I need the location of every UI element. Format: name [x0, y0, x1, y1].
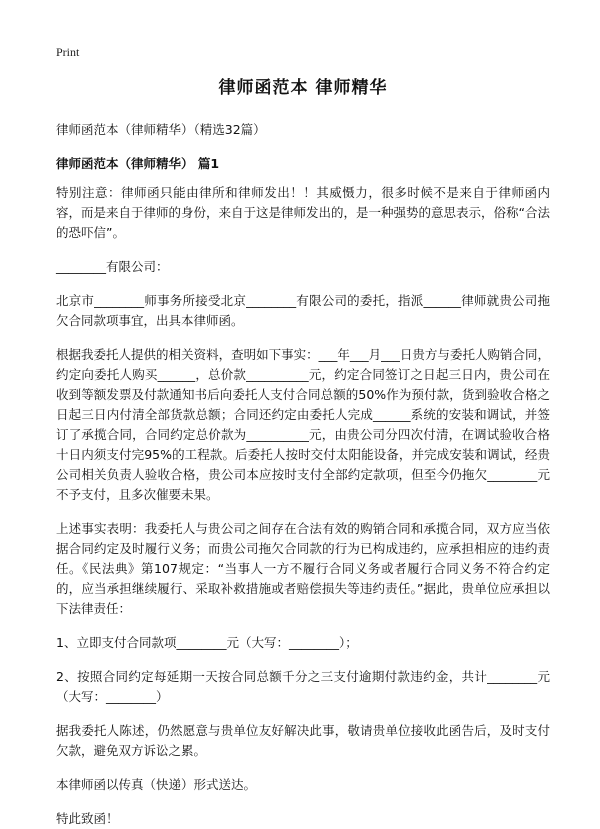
paragraph-facts: 根据我委托人提供的相关资料，查明如下事实：___年___月___日贵方与委托人购销合同，约定向委托人购买______，总价款__________元，约定合同签订之日起三日内，贵公司在收到等额发票及付款通知书后向委托人支付合同总额的50%作为预付款，货到验收合格之日起三日内付清全部货款总额；合同还约定由委托人完成______系统的安装和调试，并签订了承揽合同，合同约定总价款为__________元，由贵公司分四次付清，在调试验收合格十日内须支付完95%的工程款。后委托人按时交付太阳能设备，并完成安装和调试，经贵公司相关负责人验收合格，贵公司本应按时支付全部约定款项，但至今仍拖欠________元不予支付，且多次催要未果。	[56, 347, 550, 502]
paragraph-intro: 北京市________师事务所接受北京________有限公司的委托，指派______律师就贵公司拖欠合同款项事宜，出具本律师函。	[56, 293, 550, 328]
paragraph-analysis: 上述事实表明：我委托人与贵公司之间存在合法有效的购销合同和承揽合同，双方应当依据合同约定及时履行义务；而贵公司拖欠合同款的行为已构成违约，应承担相应的违约责任。《民法典》第107规定：“当事人一方不履行合同义务或者履行合同义务不符合约定的，应当承担继续履行、采取补救措施或者赔偿损失等违约责任。”据此，贵单位应承担以下法律责任：	[56, 521, 550, 616]
paragraph-notice: 特别注意：律师函只能由律所和律师发出！！其威慑力，很多时候不是来自于律师函内容，而是来自于律师的身份，来自于这是律师发出的，是一种强势的意思表示，俗称“合法的恐吓信”。	[56, 185, 550, 240]
paragraph-closing: 特此致函！	[56, 811, 119, 826]
section-heading: 律师函范本（律师精华） 篇1	[56, 156, 220, 171]
paragraph-addressee: ________有限公司：	[56, 259, 169, 274]
paragraph-liability-2: 2、按照合同约定每延期一天按合同总额千分之三支付逾期付款违约金，共计________元（大写：________）	[56, 669, 550, 704]
document-body	[56, 76, 550, 829]
paragraph-settlement: 据我委托人陈述，仍然愿意与贵单位友好解决此事，敬请贵单位接收此函告后，及时支付欠款，避免双方诉讼之累。	[56, 723, 550, 758]
paragraph-liability-1: 1、立即支付合同款项________元（大写：________）；	[56, 635, 358, 650]
paragraph-delivery: 本律师函以传真（快递）形式送达。	[56, 777, 257, 792]
subtitle: 律师函范本（律师精华）（精选32篇）	[56, 122, 266, 137]
print-link[interactable]: Print	[56, 45, 80, 59]
page-title: 律师函范本 律师精华	[218, 78, 388, 98]
